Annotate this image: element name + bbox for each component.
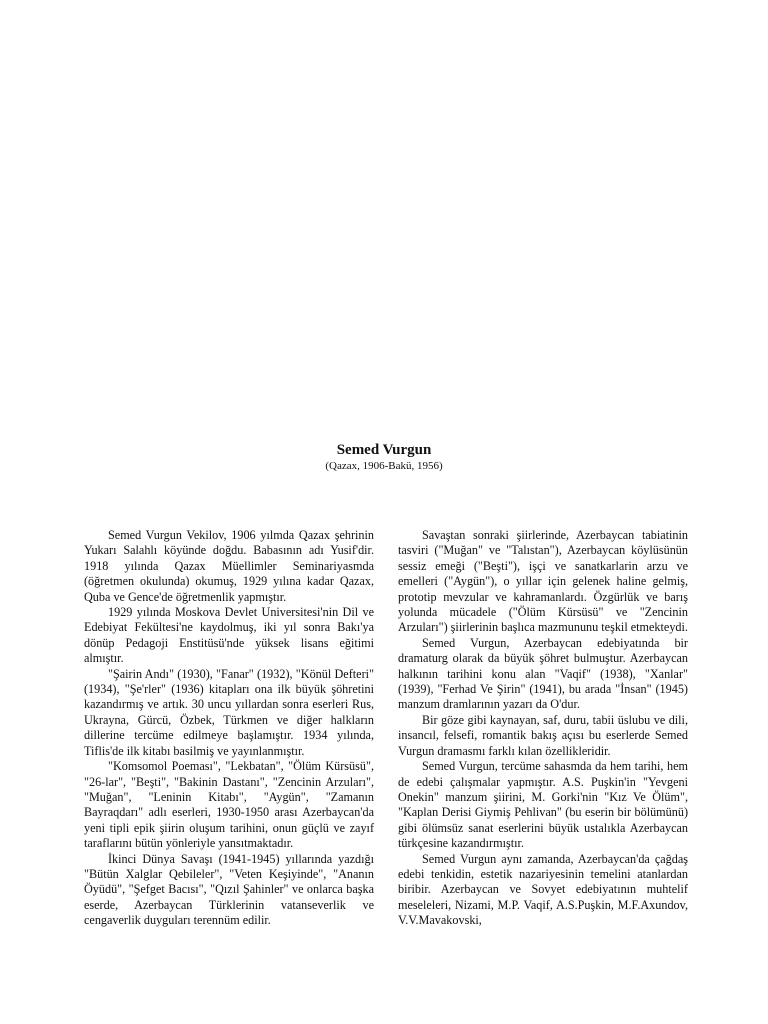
right-column [398,528,688,929]
paragraph: Savaştan sonraki şiirlerinde, Azerbaycan tabiatinin tasviri ("Muğan" ve "Talıstan"), Azerbaycan köylüsünün sessiz emeği ("Beşti"), işçi ve sanatkarlarin arzu ve emelleri ("Aygün"), o yıllar için gelenek haline gelmiş, prototip mevzular ve kahramanlardı. Özgürlük ve barış yolunda mücadele ("Ölüm Kürsüsü" ve "Zencinin Arzuları") şiirlerinin başlıca mazmununu teşkil etmekteydi. [398,528,688,635]
paragraph: İkinci Dünya Savaşı (1941-1945) yıllarında yazdığı "Bütün Xalglar Qebileler", "Veten Keşiyinde", "Ananın Öyüdü", "Şefget Bacısı", "Qızıl Şahinler" ve onlarca başka eserde, Azerbaycan Türklerinin vatanseverlik ve cengaverlik duyguları terennüm edilir. [84,851,374,928]
paragraph: Semed Vurgun Vekilov, 1906 yılmda Qazax şehrinin Yukarı Salahlı köyünde doğdu. Babasının adı Yusif'dir. 1918 yılında Qazax Müellimler Seminariyasmda (öğretmen okulunda) okumuş, 1929 yılına kadar Qazax, Quba ve Gence'de öğretmenlik yapmıştır. [84,528,374,604]
paragraph: Semed Vurgun aynı zamanda, Azerbaycan'da çağdaş edebi tenkidin, estetik nazariyesinin temelini atanlardan biribir. Azerbaycan ve Sovyet edebiyatının muhtelif meseleleri, Nizami, M.P. Vaqif, A.S.Puşkin, M.F.Axundov, V.V.Mavakovski, [398,851,688,928]
paragraph: Semed Vurgun, tercüme sahasmda da hem tarihi, hem de edebi çalışmalar yapmıştır. A.S. Puşkin'in "Yevgeni Onekin" manzum şiirini, M. Gorki'nin "Kız Ve Ölüm", "Kaplan Derisi Giymiş Pehlivan" (bu eserin bir bölümünü) gibi ölümsüz sanat eserlerini büyük ustalıkla Azerbaycan türkçesine kazandırmıştır. [398,759,688,851]
paragraph: "Komsomol Poeması", "Lekbatan", "Ölüm Kürsüsü", "26-lar", "Beşti", "Bakinin Dastanı", "Zencinin Arzuları", "Muğan", "Leninin Kitabı", "Aygün", "Zamanın Bayraqdarı" adlı eserleri, 1930-1950 arası Azerbaycan'da yeni tipli epik şiirin oluşum tarihini, onun güçlü ve zayıf taraflarını bütün yönleriyle yansıtmaktadır. [84,759,374,851]
paragraph: "Şairin Andı" (1930), "Fanar" (1932), "Könül Defteri" (1934), "Şe'rler" (1936) kitapları ona ilk büyük şöhretini kazandırmış ve artık. 30 uncu yıllardan sonra eserleri Rus, Ukrayna, Gürcü, Özbek, Türkmen ve diğer halkların dillerine tercüme edilmeye başlamıştır. 1934 yılında, Tiflis'de ilk kitabı basilmiş ve yayınlanmıştır. [84,666,374,758]
page-title: Semed Vurgun [336,442,432,458]
paragraph: Bir göze gibi kaynayan, saf, duru, tabii üslubu ve dili, insancıl, felsefi, romantik bakış açısı bu eserlerde Semed Vurgun dramasmı farklı kılan özellikleridir. [398,712,688,758]
left-column [84,528,374,929]
paragraph: 1929 yılında Moskova Devlet Universitesi'nin Dil ve Edebiyat Fekültesi'ne kaydolmuş, iki yıl sonra Bakı'ya dönüp Pedagoji Enstitüsü'nde yüksek lisans eğitimi almıştır. [84,605,374,666]
page-subtitle: (Qazax, 1906-Bakü, 1956) [325,460,443,472]
paragraph: Semed Vurgun, Azerbaycan edebiyatında bir dramaturg olarak da büyük şöhret bulmuştur. Azerbaycan halkının tarihini konu alan "Vaqif" (1938), "Xanlar" (1939), "Ferhad Ve Şirin" (1941), bu arada "İnsan" (1945) manzum dramlarının yazarı da O'dur. [398,635,688,712]
